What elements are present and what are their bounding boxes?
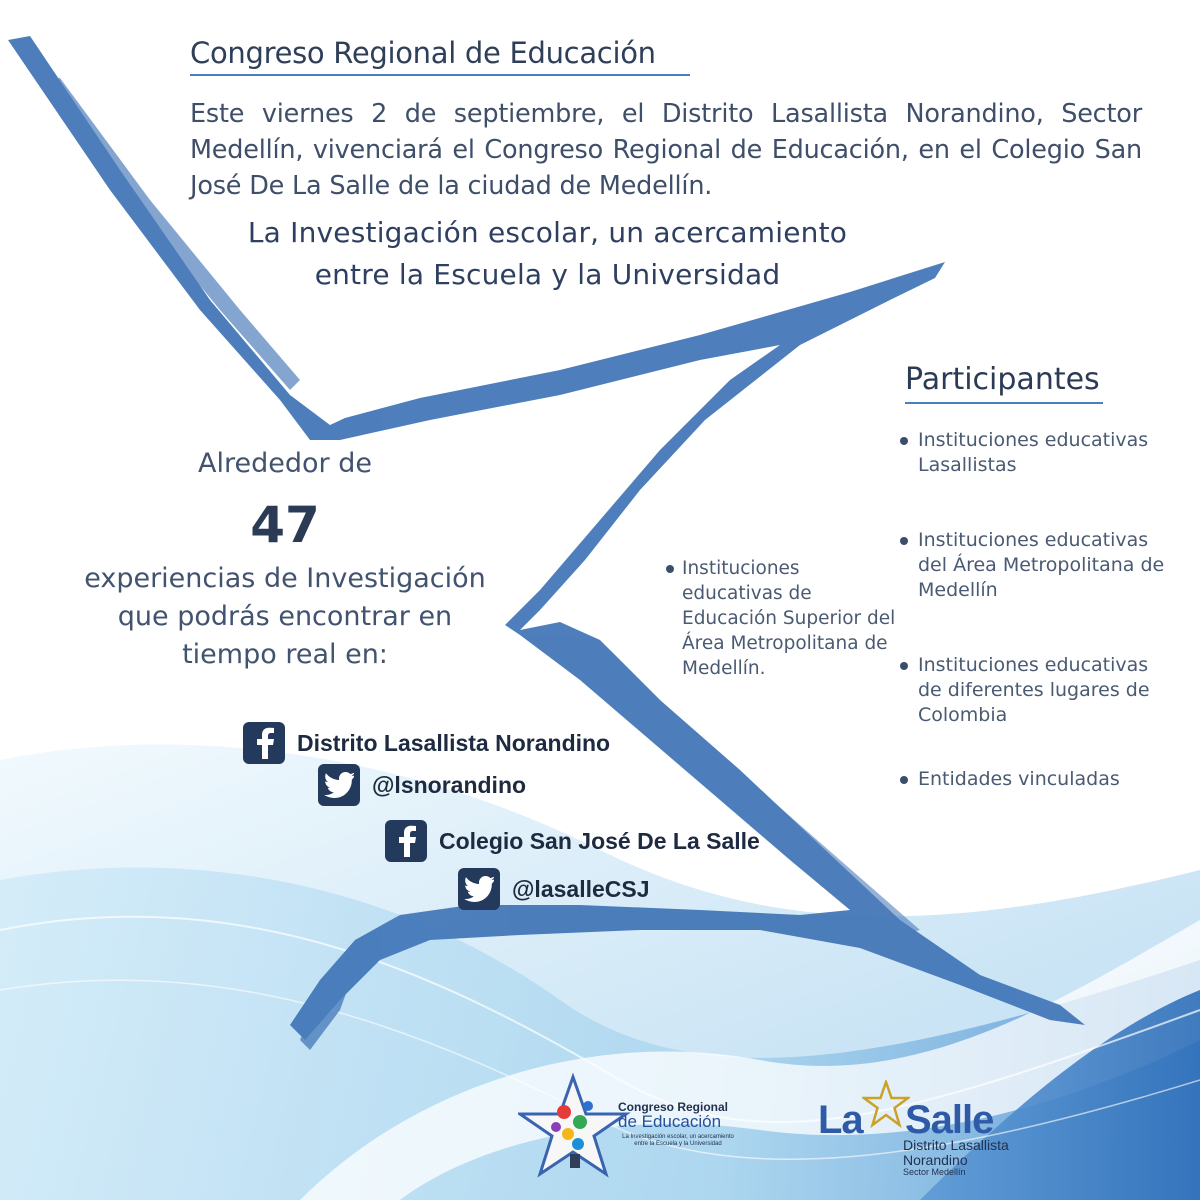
facebook-icon (243, 722, 285, 764)
social-label: @lasalleCSJ (512, 875, 650, 902)
participant-item (918, 428, 1158, 478)
experiences-line-3: tiempo real en: (182, 639, 388, 670)
participants-title: Participantes (905, 362, 1100, 397)
participant-item (682, 556, 897, 681)
experiences-text (20, 560, 550, 674)
twitter-icon (318, 764, 360, 806)
bullet-icon (900, 776, 908, 784)
social-label: Colegio San José De La Salle (439, 827, 760, 854)
experiences-count: 47 (250, 496, 320, 554)
bullet-icon (666, 565, 674, 573)
participant-item (918, 528, 1168, 603)
social-label: @lsnorandino (372, 771, 527, 798)
twitter-icon (458, 868, 500, 910)
participant-label: Entidades vinculadas (918, 768, 1120, 790)
congreso-logo-line-2: de Educación (618, 1112, 722, 1131)
participant-item (918, 653, 1158, 728)
social-twitter-lsnorandino[interactable] (318, 764, 526, 806)
participant-item (918, 767, 1158, 792)
social-twitter-lasallecsj[interactable] (458, 868, 650, 910)
experiences-prefix: Alrededor de (198, 448, 372, 479)
participant-label: Instituciones educativas Lasallistas (918, 429, 1149, 476)
congress-theme (170, 212, 925, 296)
participant-label: Instituciones educativas de diferentes lugares de Colombia (918, 654, 1150, 726)
lasalle-logo-line-2: Norandino (903, 1152, 968, 1168)
social-facebook-distrito[interactable] (243, 722, 610, 764)
lasalle-logo-salle: Salle (905, 1098, 994, 1142)
social-facebook-colegio[interactable] (385, 820, 760, 862)
star-icon (862, 1080, 910, 1128)
lasalle-logo-line-1: Distrito Lasallista (903, 1137, 1009, 1153)
experiences-line-2: que podrás encontrar en (117, 601, 453, 632)
participant-label: Instituciones educativas del Área Metropolitana de Medellín (918, 529, 1165, 601)
congreso-logo-icon (518, 1072, 748, 1192)
theme-line-1: La Investigación escolar, un acercamiento (247, 216, 848, 249)
social-label: Distrito Lasallista Norandino (297, 729, 611, 756)
congreso-logo-line-3: La Investigación escolar, un acercamiento entre la Escuela y la Universidad (622, 1134, 734, 1147)
bullet-icon (900, 662, 908, 670)
lasalle-logo-line-3: Sector Medellín (903, 1167, 966, 1177)
page-title: Congreso Regional de Educación (190, 36, 656, 70)
bullet-icon (900, 437, 908, 445)
experiences-line-1: experiencias de Investigación (84, 563, 486, 594)
bullet-icon (900, 537, 908, 545)
facebook-icon (385, 820, 427, 862)
congreso-logo-line-1: Congreso Regional (618, 1100, 729, 1114)
theme-line-2: entre la Escuela y la Universidad (314, 258, 781, 291)
participant-label: Instituciones educativas de Educación Superior del Área Metropolitana de Medellín. (682, 558, 896, 679)
intro-paragraph: Este viernes 2 de septiembre, el Distrito Lasallista Norandino, Sector Medellín, vivenciará el Congreso Regional de Educación, en el Colegio San José De La Salle de la ciudad de Medellín. (190, 99, 1142, 201)
lasalle-logo-la: La (818, 1098, 863, 1142)
participants-underline (905, 402, 1103, 404)
title-underline (190, 74, 690, 76)
